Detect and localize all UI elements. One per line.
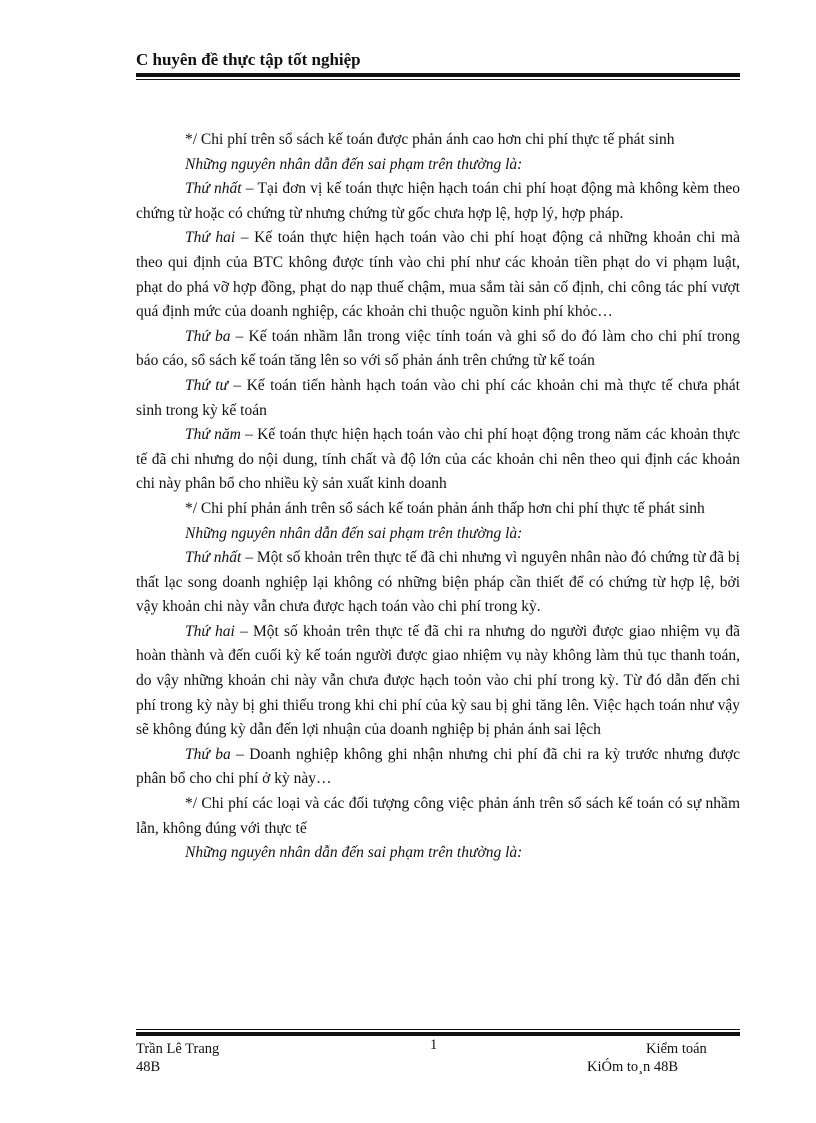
paragraph: */ Chi phí phản ánh trên sổ sách kế toán phản ánh thấp hơn chi phí thực tế phát sinh (185, 499, 705, 517)
footer-department-garbled: KiÓm to¸n 48B (587, 1059, 679, 1075)
paragraph: Thứ tư – Kế toán tiến hành hạch toán vào chi phí các khoản chi mà thực tế chưa phát sinh trong kỳ kế toán (136, 376, 740, 419)
header-rule-thick (136, 73, 740, 77)
paragraph: Thứ ba – Kế toán nhầm lẫn trong việc tính toán và ghi sổ do đó làm cho chi phí trong báo cáo, sổ sách kế toán tăng lên so với số phản ánh trên chứng từ kế toán (136, 327, 740, 370)
paragraph: */ Chi phí trên sổ sách kế toán được phản ánh cao hơn chi phí thực tế phát sinh (185, 131, 675, 148)
paragraph: Những nguyên nhân dẫn đến sai phạm trên thường là: (185, 844, 523, 862)
footer-page-number: 1 (430, 1037, 438, 1053)
header-rule-thin (136, 79, 740, 80)
body-text (136, 128, 740, 866)
paragraph: Thứ ba – Doanh nghiệp không ghi nhận nhưng chi phí đã chi ra kỳ trước nhưng được phân bổ cho chi phí ở kỳ này… (136, 745, 740, 788)
footer-author: Trần Lê Trang (136, 1041, 220, 1057)
paragraph: Thứ hai – Một số khoản trên thực tế đã chi ra nhưng do người được giao nhiệm vụ đã hoàn thành và đến cuối kỳ kế toán người được giao nhiệm vụ này không làm thủ tục thanh toán, do vậy những khoản chi này vẫn chưa được hạch toỏn vào chi phí trong kỳ. Từ đó dẫn đến chi phí trong kỳ này bị ghi thiếu trong khi chi phí của kỳ sau bị ghi tăng lên. Việc hạch toán như vậy sẽ không đúng kỳ dẫn đến lợi nhuận của doanh nghiệp bị phản ánh sai lệch (136, 622, 740, 739)
footer-class-code: 48B (136, 1059, 161, 1075)
page-header-title: C huyên đề thực tập tốt nghiệp (136, 50, 361, 69)
paragraph: */ Chi phí các loại và các đối tượng công việc phản ánh trên sổ sách kế toán có sự nhầm lẫn, không đúng với thực tế (136, 795, 740, 837)
paragraph: Những nguyên nhân dẫn đến sai phạm trên thường là: (185, 524, 523, 542)
paragraph: Những nguyên nhân dẫn đến sai phạm trên thường là: (185, 155, 523, 173)
paragraph: Thứ hai – Kế toán thực hiện hạch toán vào chi phí hoạt động cả những khoản chi mà theo qui định của BTC không được tính vào chi phí như các khoản tiền phạt do vi phạm luật, phạt do phá vỡ hợp đồng, phạt do nạp thuế chậm, mua sắm tài sản cố định, chi công tác phí vượt quá định mức của doanh nghiệp, các khoản chi thuộc nguồn kinh phí khỏc… (136, 229, 740, 321)
paragraph: Thứ nhất – Tại đơn vị kế toán thực hiện hạch toán chi phí hoạt động mà không kèm theo chứng từ hoặc có chứng từ nhưng chứng từ gốc chưa hợp lệ, hợp lý, hợp pháp. (136, 180, 740, 222)
paragraph: Thứ năm – Kế toán thực hiện hạch toán vào chi phí hoạt động trong năm các khoản thực tế đã chi nhưng do nội dung, tính chất và độ lớn của các khoản chi nên theo qui định các khoản chi này phân bổ cho nhiều kỳ sản xuất kinh doanh (136, 426, 740, 493)
footer-rule-thin (136, 1029, 740, 1030)
paragraph: Thứ nhất – Một số khoản trên thực tế đã chi nhưng vì nguyên nhân nào đó chứng từ đã bị thất lạc song doanh nghiệp lại không có những biện pháp cần thiết để có chứng từ hợp lệ, bởi vậy khoản chi này vẫn chưa được hạch toán vào chi phí trong kỳ. (136, 549, 740, 616)
footer-department: Kiểm toán (646, 1041, 707, 1057)
footer-rule-thick (136, 1032, 740, 1036)
